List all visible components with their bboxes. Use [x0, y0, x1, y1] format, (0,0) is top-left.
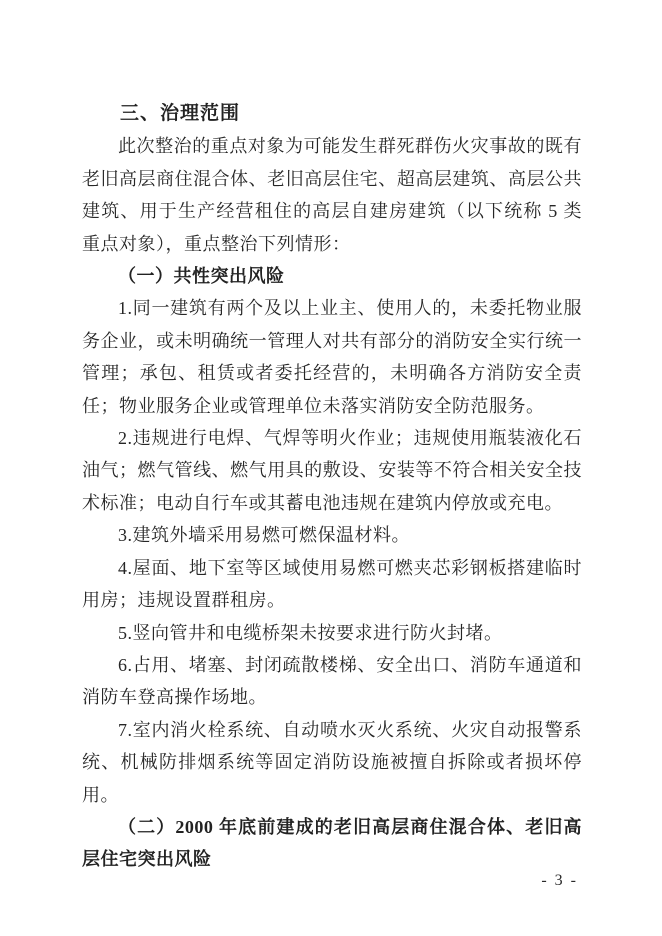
risk-item-1: 1.同一建筑有两个及以上业主、使用人的，未委托物业服务企业，或未明确统一管理人对共有部分的消防安全实行统一管理；承包、租赁或者委托经营的，未明确各方消防安全责任；物业服务企业或管理单位未落实消防安全防范服务。	[82, 298, 582, 416]
subsection-1-heading: （一）共性突出风险	[118, 266, 285, 287]
page-number: - 3 -	[541, 872, 578, 889]
risk-item-3: 3.建筑外墙采用易燃可燃保温材料。	[118, 525, 410, 546]
intro-paragraph: 此次整治的重点对象为可能发生群死群伤火灾事故的既有老旧高层商住混合体、老旧高层住宅、超高层建筑、高层公共建筑、用于生产经营租住的高层自建房建筑（以下统称 5 类重点对象），重点整治下列情形：	[82, 136, 582, 254]
risk-item-4: 4.屋面、地下室等区域使用易燃可燃夹芯彩钢板搭建临时用房；违规设置群租房。	[82, 557, 582, 611]
section-heading: 三、治理范围	[120, 103, 241, 124]
subsection-2-heading: （二）2000 年底前建成的老旧高层商住混合体、老旧高层住宅突出风险	[82, 816, 582, 870]
risk-item-2: 2.违规进行电焊、气焊等明火作业；违规使用瓶装液化石油气；燃气管线、燃气用具的敷设、安装等不符合相关安全技术标准；电动自行车或其蓄电池违规在建筑内停放或充电。	[82, 428, 582, 513]
risk-item-5: 5.竖向管井和电缆桥架未按要求进行防火封堵。	[118, 622, 503, 643]
risk-item-6: 6.占用、堵塞、封闭疏散楼梯、安全出口、消防车通道和消防车登高操作场地。	[82, 654, 582, 708]
risk-item-7: 7.室内消火栓系统、自动喷水灭火系统、火灾自动报警系统、机械防排烟系统等固定消防设施被擅自拆除或者损坏停用。	[82, 719, 582, 805]
